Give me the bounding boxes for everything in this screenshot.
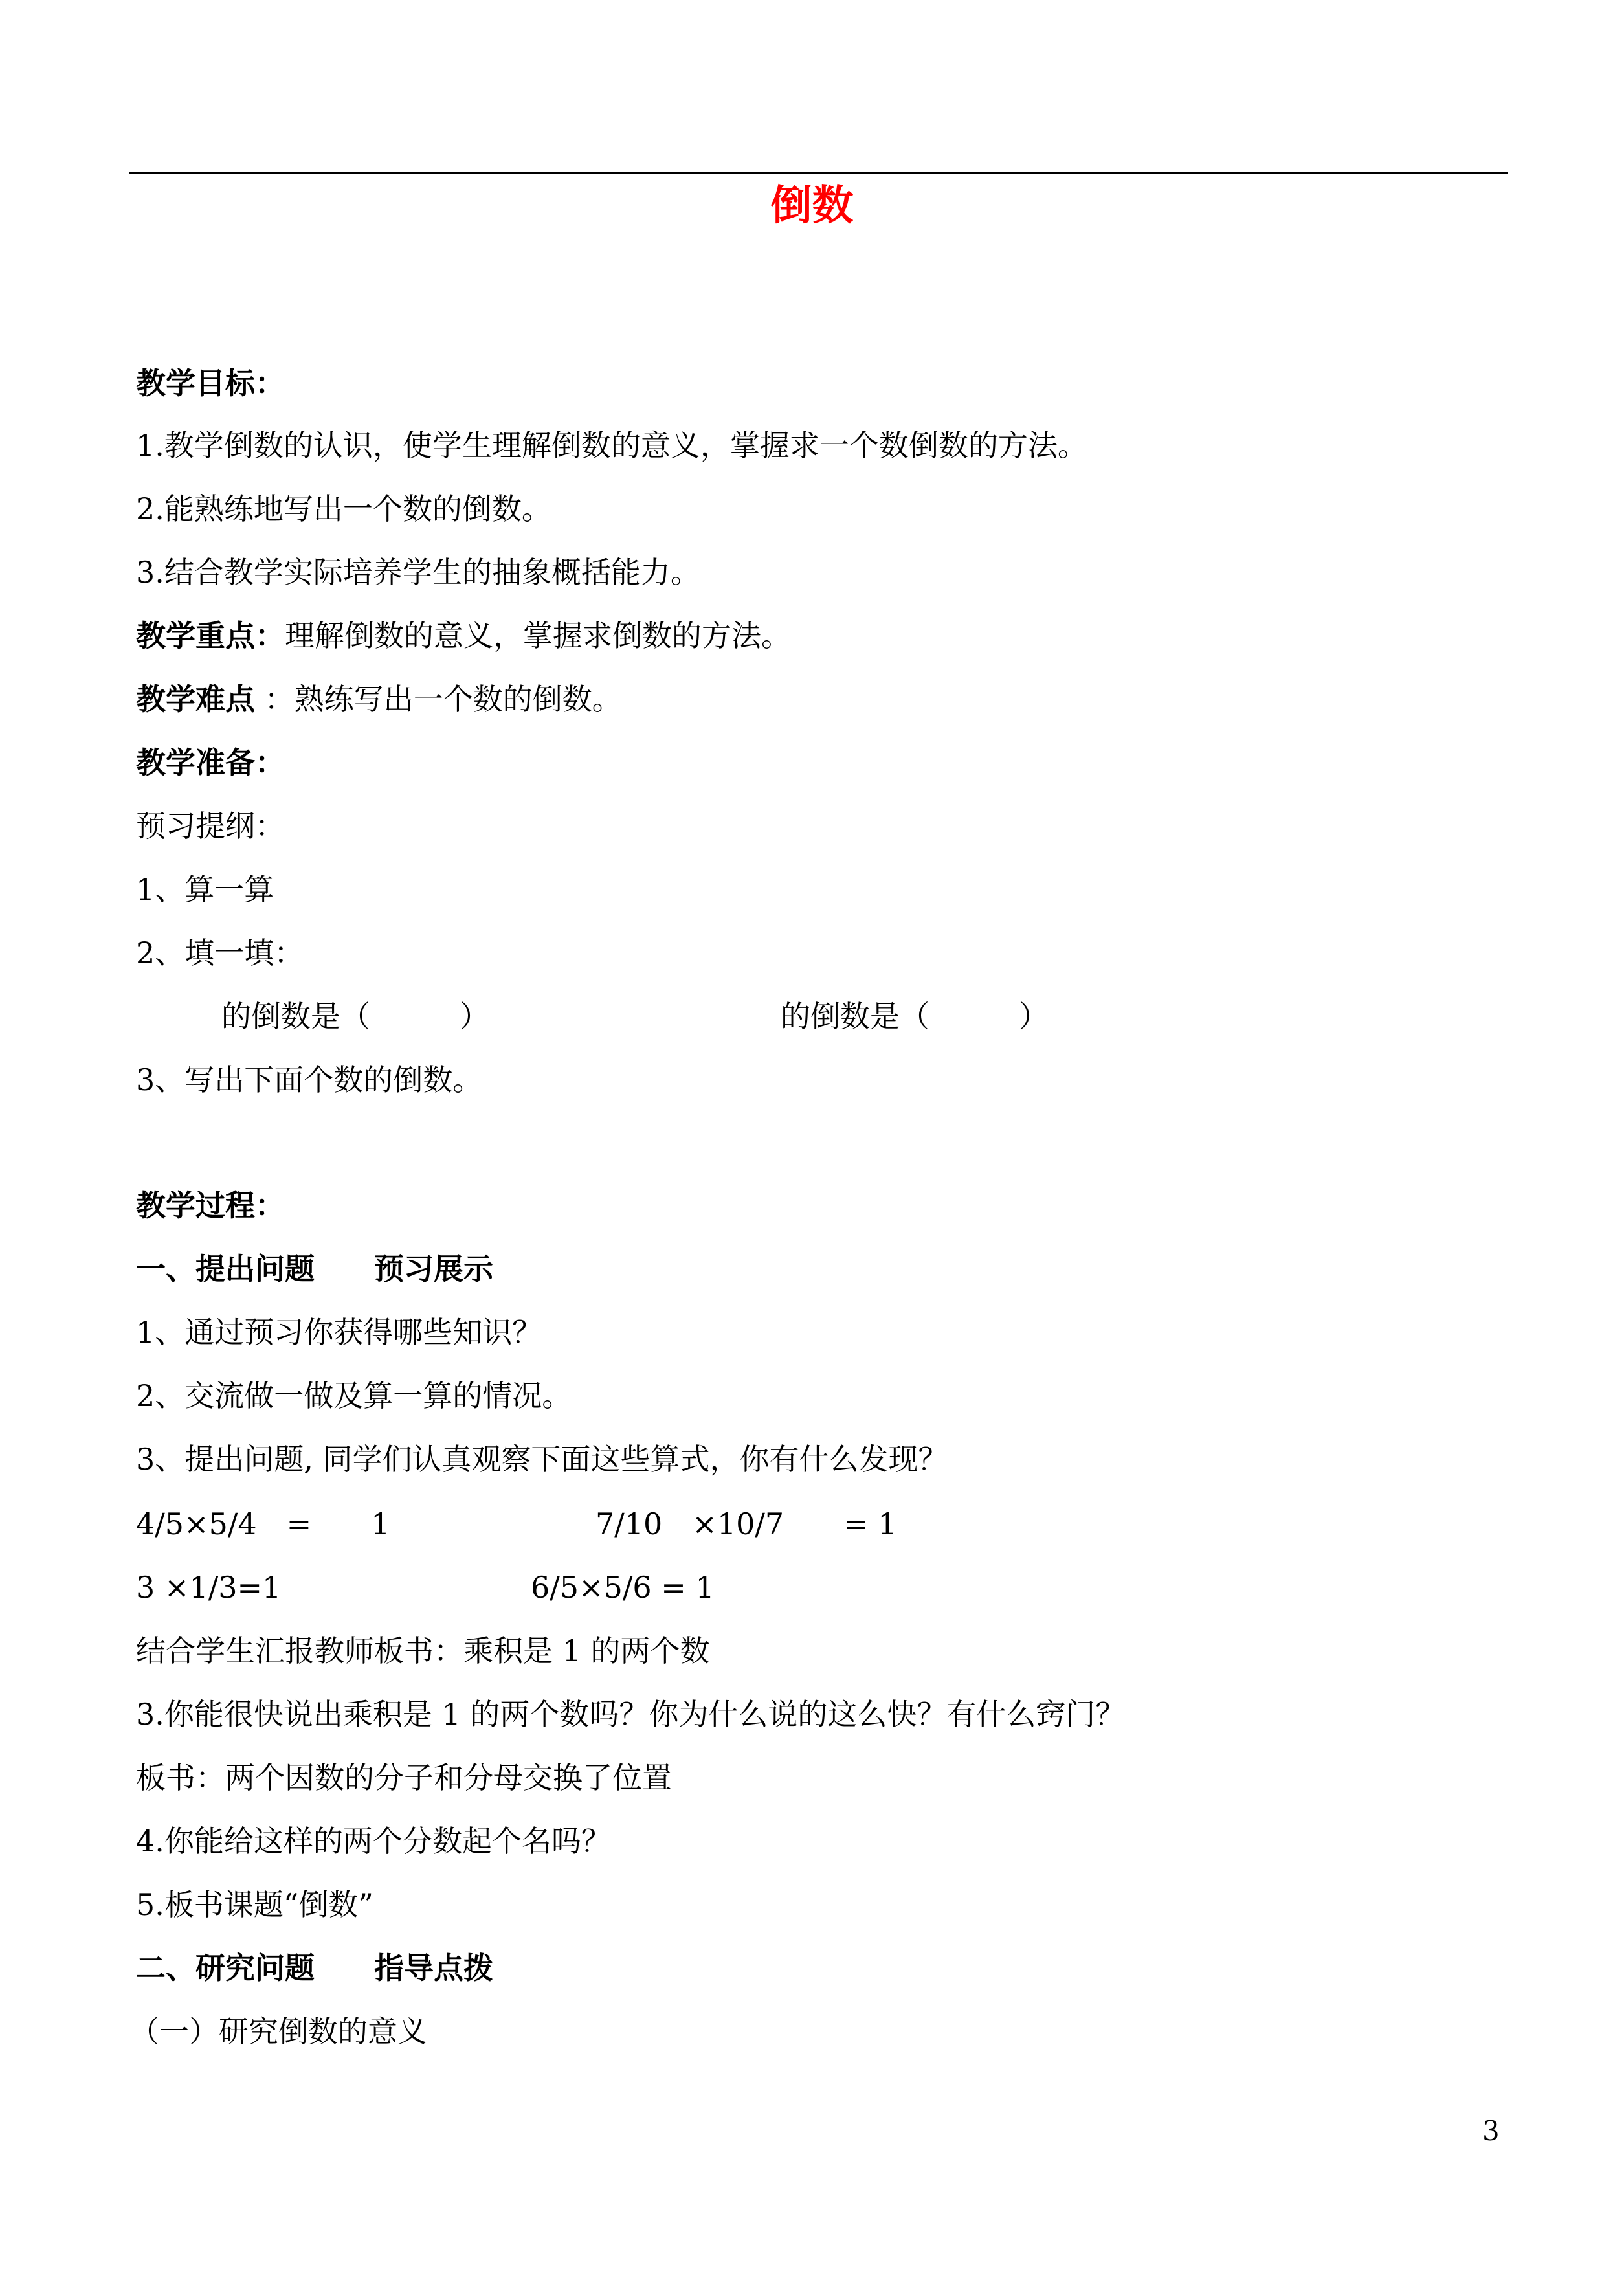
goals-heading: 教学目标： bbox=[136, 366, 285, 401]
difficulty-text: ：熟练写出一个数的倒数。 bbox=[255, 682, 622, 717]
key-point-label: 教学重点： bbox=[136, 618, 285, 653]
section1-after-5: 5.板书课题“倒数” bbox=[136, 1887, 373, 1922]
key-point bbox=[136, 615, 791, 656]
page-title: 倒数 bbox=[770, 181, 854, 230]
section1-item-1: 1、通过预习你获得哪些知识？ bbox=[136, 1315, 542, 1350]
section1-after-4: 4.你能给这样的两个分数起个名吗？ bbox=[136, 1824, 611, 1859]
difficulty-label: 教学难点 bbox=[136, 682, 255, 717]
preview-item-1: 1、算一算 bbox=[136, 872, 274, 907]
goal-item-2: 2.能熟练地写出一个数的倒数。 bbox=[136, 491, 551, 526]
section1-after-3: 板书：两个因数的分子和分母交换了位置 bbox=[136, 1760, 672, 1795]
section2-heading: 二、研究问题 指导点拨 bbox=[136, 1951, 493, 1985]
section1-item-2: 2、交流做一做及算一算的情况。 bbox=[136, 1378, 572, 1413]
section2-sub: （一）研究倒数的意义 bbox=[129, 2014, 427, 2049]
key-point-text: 理解倒数的意义，掌握求倒数的方法。 bbox=[285, 618, 791, 653]
fill-blank-left: 的倒数是（ ） bbox=[221, 999, 489, 1034]
equation-row2-a: 3 ×1/3=1 bbox=[136, 1570, 282, 1605]
fill-blank-right: 的倒数是（ ） bbox=[781, 999, 1049, 1034]
section1-heading: 一、提出问题 预习展示 bbox=[136, 1251, 493, 1286]
difficulty bbox=[136, 678, 622, 720]
prep-heading: 教学准备： bbox=[136, 745, 285, 780]
section1-item-3: 3、提出问题, 同学们认真观察下面这些算式，你有什么发现？ bbox=[136, 1442, 948, 1477]
preview-item-2: 2、填一填： bbox=[136, 935, 304, 970]
preview-item-3: 3、写出下面个数的倒数。 bbox=[136, 1062, 483, 1097]
section1-after-2: 3.你能很快说出乘积是 1 的两个数吗？你为什么说的这么快？有什么窍门？ bbox=[136, 1697, 1126, 1732]
equation-row1-a: 4/5×5/4 = 1 bbox=[136, 1506, 390, 1541]
equation-row2-b: 6/5×5/6 = 1 bbox=[531, 1570, 715, 1605]
goal-item-1: 1.教学倒数的认识，使学生理解倒数的意义，掌握求一个数倒数的方法。 bbox=[136, 428, 1087, 463]
page-number: 3 bbox=[1482, 2115, 1500, 2147]
equation-row1-b: 7/10 ×10/7 = 1 bbox=[595, 1506, 897, 1541]
preview-outline: 预习提纲： bbox=[136, 809, 285, 844]
process-heading: 教学过程： bbox=[136, 1188, 285, 1223]
section1-after-1: 结合学生汇报教师板书：乘积是 1 的两个数 bbox=[136, 1633, 710, 1668]
goal-item-3: 3.结合教学实际培养学生的抽象概括能力。 bbox=[136, 555, 700, 590]
